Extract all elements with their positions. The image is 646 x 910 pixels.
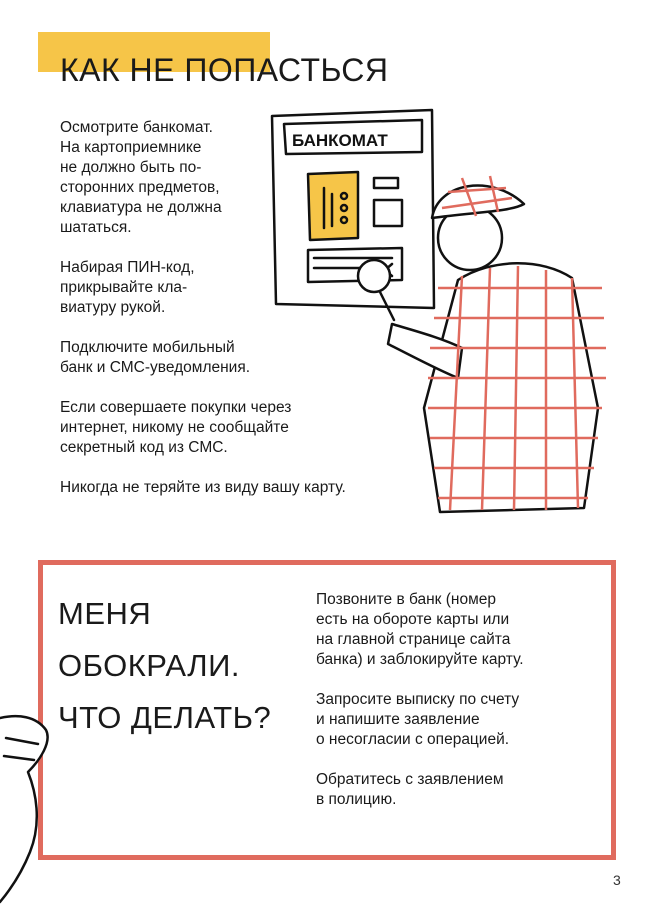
step-call-bank: Позвоните в банк (номер есть на обороте карты или на главной странице сайта банка) и заблокируйте карту. — [316, 591, 524, 668]
detective-at-atm-illustration — [262, 108, 622, 528]
step-request-statement: Запросите выписку по счету и напишите заявление о несогласии с операцией. — [316, 691, 520, 748]
stolen-steps-list — [316, 590, 596, 830]
tip-inspect-atm: Осмотрите банкомат. На картоприемнике не должно быть по- сторонних предметов, клавиатура не должна шататься. — [60, 119, 222, 236]
magnifier — [358, 260, 390, 292]
tip-watch-card: Никогда не теряйте из виду вашу карту. — [60, 479, 346, 496]
atm-label: БАНКОМАТ — [292, 131, 388, 150]
page-title: КАК НЕ ПОПАСТЬСЯ — [60, 52, 389, 88]
hand-illustration — [0, 712, 80, 910]
stolen-box-heading: МЕНЯ ОБОКРАЛИ. ЧТО ДЕЛАТЬ? — [58, 596, 272, 735]
tip-online-code: Если совершаете покупки через интернет, никому не сообщайте секретный код из СМС. — [60, 399, 292, 456]
step-police: Обратитесь с заявлением в полицию. — [316, 771, 504, 808]
tip-mobile-bank: Подключите мобильный банк и СМС-уведомления. — [60, 339, 251, 376]
page-number: 3 — [613, 872, 621, 888]
atm-card-slot — [374, 178, 398, 188]
atm-cash-slot — [374, 200, 402, 226]
tip-cover-keypad: Набирая ПИН-код, прикрывайте кла- виатуру рукой. — [60, 259, 195, 316]
